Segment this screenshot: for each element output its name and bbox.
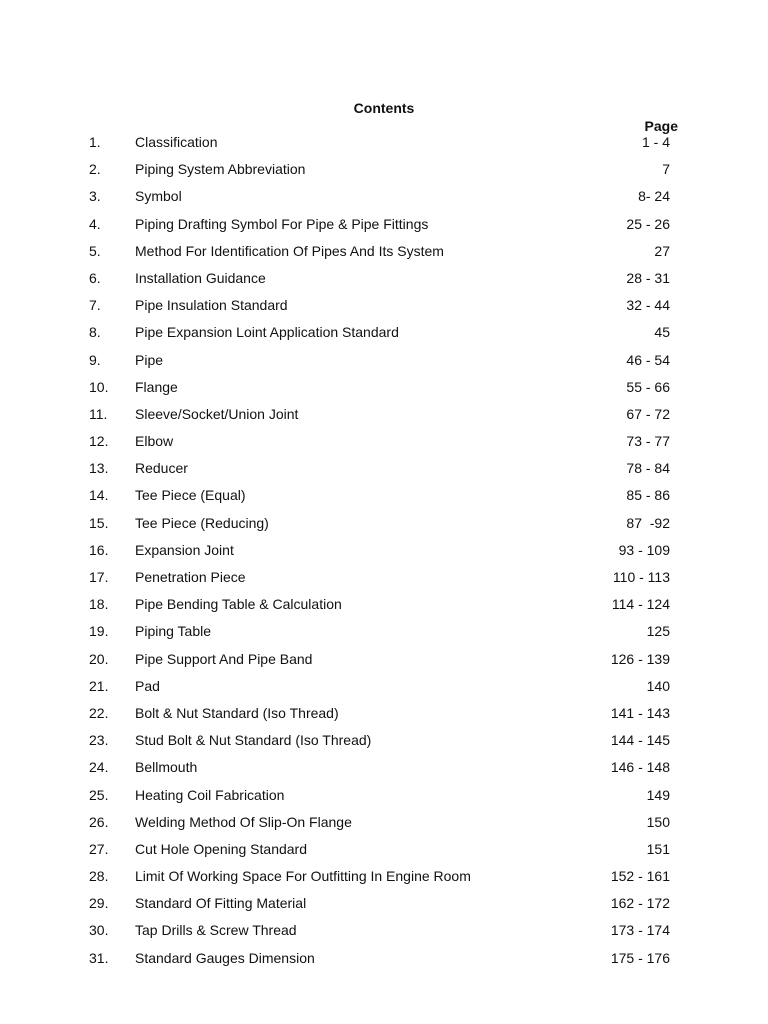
toc-entry-title: Piping Table [135,623,212,640]
toc-entry-number: 27. [89,840,109,857]
toc-entry [0,455,768,482]
toc-entry-title: Piping System Abbreviation [135,161,306,178]
toc-entry-pages: 1 - 4 [641,134,670,150]
toc-entry-pages: 125 [646,623,670,640]
toc-entry-title: Bolt & Nut Standard (Iso Thread) [135,704,339,721]
toc-entry [0,945,768,972]
toc-entry-title: Limit Of Working Space For Outfitting In Engine Room [135,868,471,885]
toc-entry [0,347,768,374]
toc-entry-pages: 146 - 148 [610,759,670,776]
toc-entry-title: Installation Guidance [135,269,266,286]
toc-entry-number: 9. [89,351,101,368]
toc-entry-title: Standard Of Fitting Material [135,895,307,912]
toc-entry [0,836,768,863]
toc-entry-number: 17. [89,569,109,585]
contents-heading: Contents [353,100,415,116]
toc-entry-number: 15. [89,514,109,531]
toc-entry-number: 4. [89,215,101,232]
page-column-label: Page [644,118,678,134]
toc-entry [0,618,768,645]
toc-entry-title: Method For Identification Of Pipes And Its System [135,242,444,259]
toc-entry-title: Expansion Joint [135,541,234,558]
toc-entry [0,156,768,183]
toc-entry-pages: 126 - 139 [610,650,670,667]
toc-entry-pages: 150 [646,813,670,830]
toc-entry-number: 2. [89,161,101,178]
toc-entry-number: 20. [89,650,109,667]
toc-entry [0,700,768,727]
toc-entry-pages: 85 - 86 [626,487,670,504]
toc-entry-number: 6. [89,269,101,286]
toc-entry-title: Pipe Bending Table & Calculation [135,596,342,613]
toc-entry-pages: 141 - 143 [610,704,670,721]
toc-entry-number: 28. [89,868,109,885]
toc-entry-title: Symbol [135,188,182,205]
toc-entry-number: 3. [89,188,101,205]
toc-entry [0,917,768,944]
toc-entry-title: Flange [135,378,178,395]
toc-entry-pages: 162 - 172 [610,895,670,912]
toc-entry-number: 12. [89,433,109,450]
toc-entry [0,673,768,700]
toc-entry-pages: 140 [646,677,670,694]
toc-entry-title: Welding Method Of Slip-On Flange [135,813,352,830]
toc-entry-pages: 152 - 161 [610,868,670,885]
toc-entry-title: Piping Drafting Symbol For Pipe & Pipe Fittings [135,215,429,232]
toc-entry [0,401,768,428]
toc-entry [0,319,768,346]
toc-entry-pages: 87 -92 [626,514,670,531]
toc-entry [0,809,768,836]
toc-entry-number: 24. [89,759,109,776]
toc-entry-title: Heating Coil Fabrication [135,786,285,803]
toc-entry-title: Pad [135,677,160,694]
toc-entry-number: 22. [89,704,109,721]
toc-entry [0,482,768,509]
toc-entry-number: 21. [89,677,109,694]
toc-entry-pages: 175 - 176 [610,949,670,966]
toc-entry [0,564,768,591]
toc-entry-pages: 25 - 26 [626,215,670,232]
toc-entry-number: 10. [89,378,109,395]
toc-entry-title: Elbow [135,433,174,450]
toc-entry-number: 25. [89,786,109,803]
toc-entry-pages: 67 - 72 [626,405,670,422]
toc-entry [0,265,768,292]
toc-entry-pages: 32 - 44 [626,297,670,314]
toc-entry-title: Pipe Insulation Standard [135,297,288,314]
toc-entry-title: Penetration Piece [135,569,246,585]
toc-entry-number: 16. [89,541,109,558]
toc-entry-number: 23. [89,732,109,749]
toc-entry-number: 26. [89,813,109,830]
toc-entry-number: 14. [89,487,109,504]
toc-entry-title: Sleeve/Socket/Union Joint [135,405,299,422]
toc-entry-pages: 8- 24 [638,188,670,205]
toc-entry-pages: 46 - 54 [626,351,670,368]
toc-entry-number: 8. [89,324,101,341]
toc-entry-title: Cut Hole Opening Standard [135,840,307,857]
toc-entry-number: 13. [89,460,109,477]
toc-entry [0,782,768,809]
toc-entry-title: Tee Piece (Reducing) [135,514,269,531]
toc-entry-title: Classification [135,134,218,150]
toc-entry-number: 7. [89,297,101,314]
toc-entry [0,727,768,754]
toc-entry [0,211,768,238]
toc-entry [0,646,768,673]
toc-entry-pages: 93 - 109 [618,541,670,558]
toc-entry-number: 18. [89,596,109,613]
toc-entry [0,591,768,618]
toc-entry-number: 5. [89,242,101,259]
toc-entry [0,754,768,781]
toc-entry [0,428,768,455]
toc-entry-pages: 151 [646,840,670,857]
toc-entry-number: 1. [89,134,101,150]
toc-entry-pages: 73 - 77 [626,433,670,450]
toc-entry-title: Pipe Expansion Loint Application Standard [135,324,399,341]
toc-entry-pages: 45 [654,324,670,341]
toc-entry [0,863,768,890]
toc-entry-number: 11. [89,405,108,422]
toc-entry-pages: 144 - 145 [610,732,670,749]
toc-entry-number: 29. [89,895,109,912]
toc-entry [0,183,768,210]
toc-entry [0,510,768,537]
toc-entry-pages: 27 [654,242,670,259]
toc-entry [0,129,768,156]
toc-entry-number: 19. [89,623,109,640]
toc-entry [0,374,768,401]
toc-entry-pages: 114 - 124 [611,596,670,613]
table-of-contents [0,129,768,972]
toc-entry-title: Tap Drills & Screw Thread [135,922,297,939]
toc-entry-title: Tee Piece (Equal) [135,487,246,504]
toc-entry-pages: 110 - 113 [612,569,670,585]
toc-entry [0,292,768,319]
toc-entry-number: 31. [89,949,109,966]
toc-entry-pages: 7 [662,161,670,178]
toc-entry [0,238,768,265]
toc-entry-pages: 28 - 31 [626,269,670,286]
toc-entry-title: Reducer [135,460,188,477]
toc-entry-number: 30. [89,922,109,939]
toc-entry [0,537,768,564]
toc-entry-title: Stud Bolt & Nut Standard (Iso Thread) [135,732,372,749]
toc-entry-pages: 149 [646,786,670,803]
toc-entry-pages: 173 - 174 [610,922,670,939]
toc-entry-title: Pipe Support And Pipe Band [135,650,313,667]
toc-entry-pages: 55 - 66 [626,378,670,395]
toc-entry-title: Pipe [135,351,164,368]
toc-entry [0,890,768,917]
toc-entry-title: Standard Gauges Dimension [135,949,315,966]
toc-entry-title: Bellmouth [135,759,198,776]
toc-entry-pages: 78 - 84 [626,460,670,477]
